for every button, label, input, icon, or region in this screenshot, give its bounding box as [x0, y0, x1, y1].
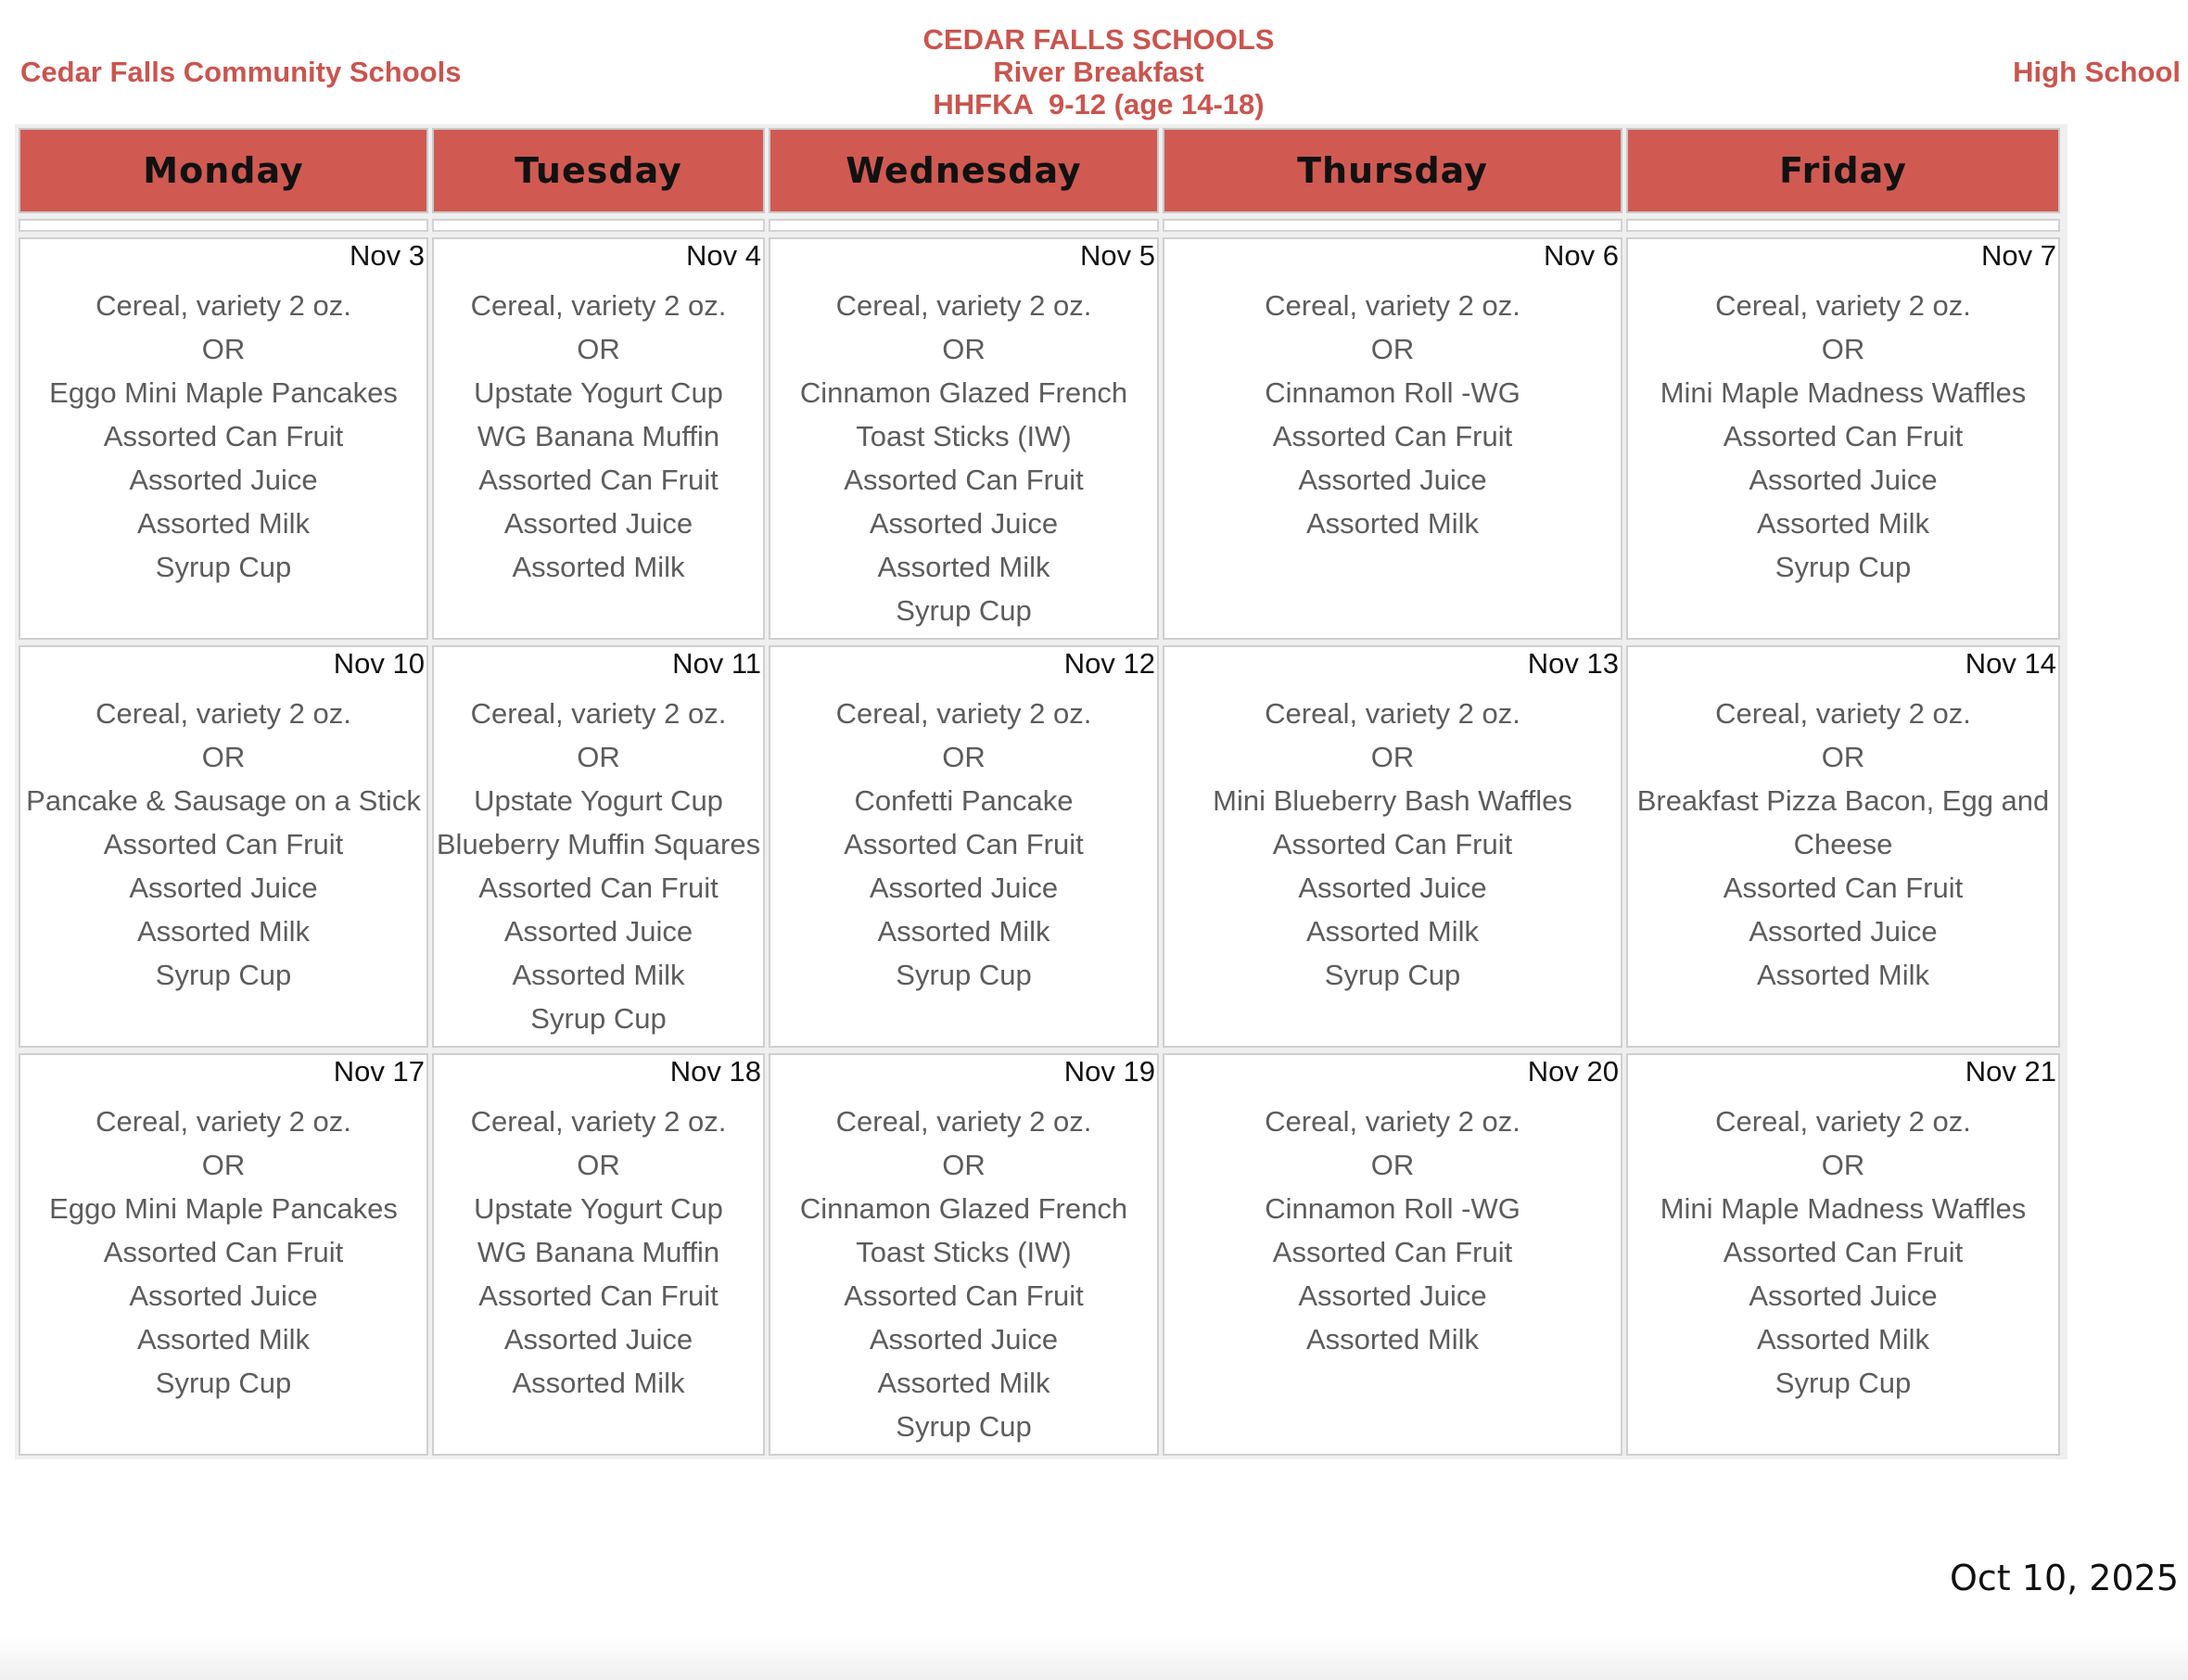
day-date: Nov 17: [333, 1055, 425, 1088]
menu-item: Assorted Milk: [136, 915, 311, 948]
menu-item: Assorted Juice: [1298, 872, 1487, 904]
day-date: Nov 13: [1527, 647, 1619, 680]
menu-calendar: [15, 124, 2067, 1459]
menu-item: Syrup Cup: [896, 594, 1032, 627]
page-bottom-shade: [0, 1637, 2188, 1680]
menu-item: OR: [1821, 1149, 1865, 1181]
menu-item-list: [434, 1100, 763, 1405]
day-cell: [1163, 645, 1622, 1048]
menu-item: OR: [942, 1149, 986, 1181]
menu-item: OR: [942, 741, 986, 773]
menu-item: Eggo Mini Maple Pancakes: [49, 1192, 398, 1225]
day-cell: [19, 645, 428, 1048]
day-cell: [1626, 237, 2060, 640]
day-date: Nov 5: [1080, 239, 1155, 272]
menu-item: OR: [1821, 333, 1865, 365]
menu-item: Cereal, variety 2 oz.: [1265, 697, 1520, 730]
menu-item-list: [1628, 692, 2058, 997]
day-date: Nov 11: [672, 647, 761, 680]
menu-item: Assorted Can Fruit: [844, 464, 1084, 496]
menu-item: OR: [942, 333, 986, 365]
day-date: Nov 4: [686, 239, 761, 272]
menu-item: WG Banana Muffin: [477, 420, 720, 452]
menu-title-line-2: River Breakfast: [993, 56, 1204, 88]
menu-item-list: [1164, 692, 1621, 997]
menu-item: Assorted Juice: [503, 507, 693, 540]
menu-item: Assorted Juice: [129, 1279, 318, 1312]
menu-item: Assorted Milk: [512, 959, 685, 991]
menu-item: Assorted Juice: [869, 872, 1059, 904]
menu-item: OR: [577, 1149, 620, 1181]
menu-item: Syrup Cup: [1775, 551, 1912, 583]
menu-item: Cereal, variety 2 oz.: [835, 697, 1092, 730]
menu-item: Assorted Can Fruit: [103, 1236, 344, 1268]
menu-item: Assorted Juice: [869, 1323, 1059, 1355]
menu-item: Syrup Cup: [1324, 959, 1461, 991]
menu-item: Breakfast Pizza Bacon, Egg and: [1636, 784, 2050, 817]
menu-item-list: [770, 284, 1157, 632]
menu-item-list: [1628, 1100, 2058, 1405]
school-level: High School: [2013, 56, 2181, 88]
day-cell: [1626, 645, 2060, 1048]
menu-item: Cereal, variety 2 oz.: [95, 697, 351, 730]
menu-item: OR: [1370, 333, 1415, 365]
menu-item: Assorted Can Fruit: [103, 420, 344, 452]
menu-item: Mini Maple Madness Waffles: [1660, 376, 2027, 409]
header-spacer: [1626, 219, 2060, 232]
menu-item: Syrup Cup: [896, 1410, 1032, 1443]
day-header-monday: Monday: [19, 128, 428, 213]
day-date: Nov 14: [1965, 647, 2056, 680]
menu-item: Pancake & Sausage on a Stick: [26, 784, 421, 817]
menu-item: OR: [577, 741, 620, 773]
menu-item: Assorted Milk: [136, 507, 311, 540]
menu-item: Cereal, variety 2 oz.: [470, 289, 727, 322]
menu-item: Assorted Can Fruit: [1723, 1236, 1964, 1268]
menu-title-line-1: CEDAR FALLS SCHOOLS: [922, 23, 1275, 56]
menu-item-list: [1164, 284, 1621, 545]
menu-item: Toast Sticks (IW): [856, 1236, 1072, 1268]
header-spacer: [432, 219, 765, 232]
menu-item: OR: [201, 741, 246, 773]
menu-item: Assorted Juice: [1298, 1279, 1487, 1312]
menu-item: Assorted Can Fruit: [1272, 828, 1513, 860]
header-spacer: [769, 219, 1159, 232]
menu-item: Syrup Cup: [155, 959, 292, 991]
menu-item: Assorted Can Fruit: [844, 1279, 1084, 1312]
menu-item: Syrup Cup: [530, 1002, 667, 1035]
menu-item: Assorted Milk: [1305, 915, 1480, 948]
day-cell: [769, 1053, 1159, 1456]
menu-item: Assorted Can Fruit: [478, 872, 719, 904]
menu-item: Cereal, variety 2 oz.: [470, 1105, 727, 1138]
menu-item: Assorted Milk: [877, 551, 1050, 583]
menu-item: OR: [201, 333, 246, 365]
menu-item-list: [434, 692, 763, 1040]
menu-item: Syrup Cup: [155, 551, 292, 583]
day-date: Nov 19: [1063, 1055, 1155, 1088]
menu-item-list: [1164, 1100, 1621, 1361]
day-cell: [1626, 1053, 2060, 1456]
day-date: Nov 20: [1527, 1055, 1619, 1088]
district-name: Cedar Falls Community Schools: [20, 56, 462, 88]
menu-item-list: [770, 1100, 1157, 1448]
menu-item: Assorted Juice: [1749, 1279, 1938, 1312]
menu-item: Cereal, variety 2 oz.: [835, 1105, 1092, 1138]
menu-item: Cereal, variety 2 oz.: [470, 697, 727, 730]
menu-item: Cereal, variety 2 oz.: [95, 289, 351, 322]
menu-item: Upstate Yogurt Cup: [474, 784, 723, 817]
menu-item: Assorted Milk: [1756, 507, 1930, 540]
day-cell: [19, 237, 428, 640]
menu-item: Upstate Yogurt Cup: [474, 1192, 723, 1225]
menu-item: Assorted Juice: [1298, 464, 1487, 496]
menu-item: Assorted Milk: [1305, 1323, 1480, 1355]
menu-item-list: [20, 692, 426, 997]
menu-item: Cereal, variety 2 oz.: [1265, 1105, 1520, 1138]
menu-item: Cinnamon Roll -WG: [1265, 1192, 1520, 1225]
menu-item: Assorted Milk: [1756, 1323, 1930, 1355]
day-cell: [1163, 1053, 1622, 1456]
day-date: Nov 3: [350, 239, 425, 272]
menu-item: OR: [1370, 1149, 1415, 1181]
menu-item: Assorted Juice: [503, 1323, 693, 1355]
menu-item-list: [434, 284, 763, 589]
menu-item: Cinnamon Glazed French: [799, 1192, 1128, 1225]
day-date: Nov 6: [1544, 239, 1619, 272]
menu-item: Assorted Milk: [877, 915, 1050, 948]
menu-item: Cereal, variety 2 oz.: [1715, 1105, 1971, 1138]
menu-item: Cereal, variety 2 oz.: [1715, 289, 1971, 322]
menu-item: Assorted Can Fruit: [1723, 420, 1964, 452]
menu-item: OR: [577, 333, 620, 365]
menu-item: Cheese: [1793, 828, 1893, 860]
menu-item: OR: [1370, 741, 1415, 773]
day-header-wednesday: Wednesday: [769, 128, 1159, 213]
menu-item: Assorted Milk: [512, 1367, 685, 1399]
menu-item: Assorted Juice: [1749, 464, 1938, 496]
menu-item: Eggo Mini Maple Pancakes: [49, 376, 398, 409]
menu-item: Cereal, variety 2 oz.: [835, 289, 1092, 322]
menu-item-list: [20, 1100, 426, 1405]
menu-item: Syrup Cup: [1775, 1367, 1912, 1399]
menu-item: Assorted Juice: [129, 872, 318, 904]
print-date: Oct 10, 2025: [1950, 1558, 2179, 1598]
day-date: Nov 12: [1063, 647, 1155, 680]
menu-item: Assorted Can Fruit: [844, 828, 1084, 860]
day-header-friday: Friday: [1626, 128, 2060, 213]
menu-item: Assorted Milk: [136, 1323, 311, 1355]
menu-item: Assorted Can Fruit: [103, 828, 344, 860]
day-cell: [769, 237, 1159, 640]
day-header-thursday: Thursday: [1163, 128, 1622, 213]
menu-item: Mini Blueberry Bash Waffles: [1213, 784, 1572, 817]
day-cell: [1163, 237, 1622, 640]
menu-item: Syrup Cup: [896, 959, 1032, 991]
menu-item: OR: [201, 1149, 246, 1181]
menu-item: Assorted Milk: [877, 1367, 1050, 1399]
menu-item: Cinnamon Roll -WG: [1265, 376, 1520, 409]
menu-item: OR: [1821, 741, 1865, 773]
day-header-tuesday: Tuesday: [432, 128, 765, 213]
day-cell: [432, 237, 765, 640]
menu-item: Assorted Milk: [1305, 507, 1480, 540]
menu-item: Assorted Can Fruit: [478, 1279, 719, 1312]
header-spacer: [19, 219, 428, 232]
day-cell: [769, 645, 1159, 1048]
menu-item: Assorted Can Fruit: [1272, 1236, 1513, 1268]
menu-item: Assorted Milk: [1756, 959, 1930, 991]
day-date: Nov 7: [1981, 239, 2056, 272]
menu-item: Cereal, variety 2 oz.: [1265, 289, 1520, 322]
menu-item: Cereal, variety 2 oz.: [95, 1105, 351, 1138]
menu-item: Assorted Juice: [869, 507, 1059, 540]
menu-item: Upstate Yogurt Cup: [474, 376, 723, 409]
day-cell: [432, 645, 765, 1048]
menu-item: Cereal, variety 2 oz.: [1715, 697, 1971, 730]
menu-item-list: [20, 284, 426, 589]
menu-item: Toast Sticks (IW): [856, 420, 1072, 452]
menu-item-list: [770, 692, 1157, 997]
menu-item: Assorted Can Fruit: [1723, 872, 1964, 904]
header-spacer: [1163, 219, 1622, 232]
menu-title-line-3: HHFKA 9-12 (age 14-18): [933, 88, 1265, 121]
menu-item: Assorted Can Fruit: [1272, 420, 1513, 452]
menu-title: [816, 23, 1381, 121]
day-date: Nov 10: [333, 647, 425, 680]
menu-item: Assorted Can Fruit: [478, 464, 719, 496]
menu-item: Syrup Cup: [155, 1367, 292, 1399]
menu-item: Mini Maple Madness Waffles: [1660, 1192, 2027, 1225]
menu-item: WG Banana Muffin: [477, 1236, 720, 1268]
day-date: Nov 18: [669, 1055, 761, 1088]
menu-item: Assorted Juice: [503, 915, 693, 948]
menu-item: Assorted Juice: [1749, 915, 1938, 948]
menu-item: Assorted Milk: [512, 551, 685, 583]
day-date: Nov 21: [1965, 1055, 2056, 1088]
menu-item: Blueberry Muffin Squares: [436, 828, 761, 860]
day-cell: [432, 1053, 765, 1456]
menu-item: Assorted Juice: [129, 464, 318, 496]
menu-item: Confetti Pancake: [854, 784, 1074, 817]
day-cell: [19, 1053, 428, 1456]
menu-item-list: [1628, 284, 2058, 589]
menu-item: Cinnamon Glazed French: [799, 376, 1128, 409]
